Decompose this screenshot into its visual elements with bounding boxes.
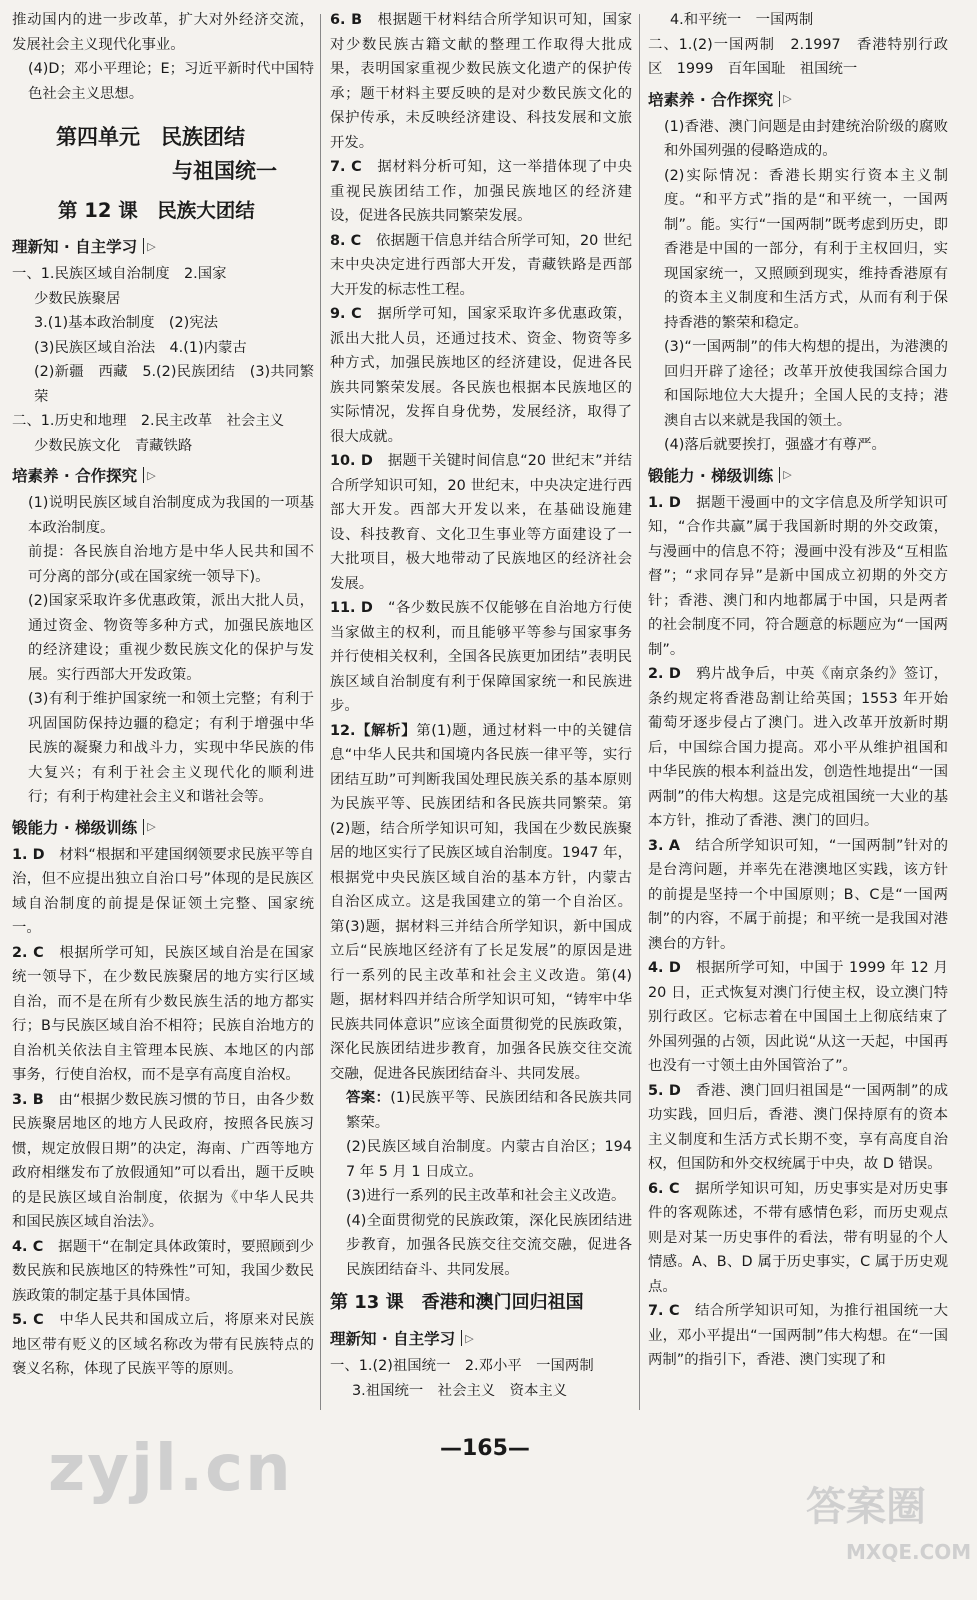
question-answer	[330, 302, 632, 449]
question-number: 5. C	[12, 1312, 44, 1328]
question-number: 7. C	[330, 159, 362, 175]
double-arrow-icon: ▷	[783, 92, 792, 105]
column-divider-left	[320, 14, 321, 1410]
question-answer	[648, 662, 948, 834]
question-number: 7. C	[648, 1303, 680, 1319]
paragraph: 前提：各民族自治地方是中华人民共和国不可分离的部分(或在国家统一领导下)。	[28, 544, 314, 585]
section-heading-practice	[648, 461, 948, 489]
question-answer	[12, 1235, 314, 1309]
answer-line: 二、1.历史和地理 2.民主改革 社会主义	[12, 413, 285, 429]
question-number: 9. C	[330, 306, 362, 322]
question-answer	[12, 1088, 314, 1235]
paragraph: 推动国内的进一步改革，扩大对外经济交流，发展社会主义现代化事业。	[12, 12, 314, 53]
question-answer	[12, 843, 314, 941]
unit-title-line-2: 与祖国统一	[172, 159, 277, 183]
section-heading-learn	[12, 232, 314, 260]
question-number: 2. C	[12, 944, 44, 961]
explanation: 根据所学可知，中国于 1999 年 12 月 20 日，正式恢复对澳门行使主权，设立澳门特别行政区。它标志着在中国国土上彻底结束了外国列强的占领，因此说“从这一天起，中国再也没有一寸领土由外国管治了”。	[648, 960, 948, 1074]
answer-line: 3.祖国统一 社会主义 资本主义	[352, 1382, 568, 1399]
explanation: 据题干关键时间信息“20 世纪末”并结合所学知识可知，20 世纪末，中央决定进行西部大开发。西部大开发以来，在基础设施建设、科技教育、文化卫生事业等方面建设了一大批项目，极大地带动了民族地区的经济社会发展。	[330, 453, 632, 592]
answer-line: 少数民族聚居	[34, 290, 121, 307]
explanation: 据题干“在制定具体政策时，要照顾到少数民族和民族地区的特殊性”可知，我国少数民族政策的制定基于具体国情。	[12, 1238, 314, 1304]
watermark-logo-right: 答案圈	[806, 1484, 926, 1530]
paragraph: (4)D；邓小平理论；E；习近平新时代中国特色社会主义思想。	[28, 61, 314, 102]
explanation: 根据题干材料结合所学知识可知，国家对少数民族古籍文献的整理工作取得大批成果，表明国家重视少数民族文化遗产的保护传承；题干材料主要反映的是对少数民族文化的保护传承，未反映经济建设、科技发展和文旅开发。	[330, 12, 632, 151]
section-heading-explore	[648, 85, 948, 113]
paragraph: (3)有利于维护国家统一和领土完整；有利于巩固国防保持边疆的稳定；有利于增强中华民族的凝聚力和战斗力，实现中华民族的伟大复兴；有利于社会主义现代化的顺利进行；有利于构建社会主义和谐社会等。	[28, 691, 314, 805]
double-arrow-icon: ▷	[147, 239, 156, 253]
explanation: 结合所学知识可知，为推行祖国统一大业，邓小平提出“一国两制”伟大构想。在“一国两制”的指引下，香港、澳门实现了和	[648, 1303, 948, 1368]
question-number: 11. D	[330, 600, 373, 616]
watermark-url-right: MXQE.COM	[846, 1540, 972, 1564]
section-heading-text: 培素养 · 合作探究	[12, 467, 138, 485]
explanation: 根据所学可知，民族区域自治是在国家统一领导下，在少数民族聚居的地方实行区域自治，而不是在所有少数民族生活的地方都实行；B与民族区域自治不相符；民族自治地方的自治机关依法自主管理本民族、本地区的内部事务，行使自治权，而不是享有高度自治权。	[12, 944, 314, 1083]
section-heading-text: 锻能力 · 梯级训练	[12, 818, 138, 837]
question-number: 4. D	[648, 960, 681, 976]
double-arrow-icon: ▷	[465, 1331, 474, 1345]
page-number: —165—	[440, 1436, 530, 1461]
question-answer	[648, 1177, 948, 1300]
answer-line: (3)民族区域自治法 4.(1)内蒙古	[34, 339, 247, 356]
question-answer	[648, 491, 948, 663]
answer-label: 答案：	[346, 1090, 391, 1106]
explanation: 第(1)题，通过材料一中的关键信息“中华人民共和国境内各民族一律平等，实行团结互助”可判断我国处理民族关系的基本原则为民族平等、民族团结和各民族共同繁荣。第(2)题，结合所学知识可知，我国在少数民族聚居的地区实行了民族区域自治制度。1947 年，根据党中央民族区域自治的基本方针，内蒙古自治区成立。这是我国建立的第一个自治区。第(3)题，据材料三并结合所学知识，新中国成立后“民族地区经济有了长足发展”的原因是进行一系列的民主改革和社会主义改造。第(4)题，据材料四并结合所学知识可知，“铸牢中华民族共同体意识”应该全面贯彻党的民族政策，深化民族团结进步教育，加强各民族交往交流交融，促进各民族团结奋斗、共同发展。	[330, 722, 632, 1082]
double-arrow-icon: ▷	[783, 468, 792, 481]
question-answer	[12, 941, 314, 1088]
question-answer	[330, 8, 632, 155]
paragraph: (3)“一国两制”的伟大构想的提出，为港澳的回归开辟了途径；改革开放使我国综合国力和国际地位大大提升；全国人民的支持；港澳自古以来就是我国的领土。	[664, 339, 948, 429]
paragraph: (2)实际情况：香港长期实行资本主义制度。“和平方式”指的是“和平统一，一国两制”。能。实行“一国两制”既考虑到历史，即香港是中国的一部分，有利于主权回归，实现国家统一，又照顾到现实，维持香港原有的资本主义制度和生活方式，从而有利于保持香港的繁荣和稳定。	[664, 167, 948, 331]
question-number: 2. D	[648, 666, 681, 682]
divider-bar	[143, 238, 144, 254]
explanation: 依据题干信息并结合所学可知，20 世纪末中央决定进行西部大开发，青藏铁路是西部大开发的标志性工程。	[330, 232, 632, 298]
explanation: “各少数民族不仅能够在自治地方行使当家做主的权利，而且能够平等参与国家事务并行使相关权利，全国各民族更加团结”表明民族区域自治制度有利于保障国家统一和民族进步。	[330, 600, 632, 714]
double-arrow-icon: ▷	[147, 468, 156, 482]
explanation: 结合所学知识可知，“一国两制”针对的是台湾问题，并率先在港澳地区实践，该方针的前提是坚持一个中国原则；B、C是“一国两制”的内容，不属于前提；和平统一是我国对港澳台的方针。	[648, 837, 948, 952]
question-answer	[648, 1079, 948, 1177]
explanation: 香港、澳门回归祖国是“一国两制”的成功实践，回归后，香港、澳门保持原有的资本主义制度和生活方式长期不变，享有高度自治权，但国防和外交权统属于中央，故 D 错误。	[648, 1082, 948, 1172]
section-heading-text: 锻能力 · 梯级训练	[648, 466, 774, 485]
unit-title-line-1: 第四单元 民族团结	[56, 125, 245, 149]
explanation: 据题干漫画中的文字信息及所学知识可知，“合作共赢”属于我国新时期的外交政策，与漫画中的信息不符；漫画中没有涉及“互相监督”；“求同存异”是新中国成立初期的外交方针；香港、澳门和内地都属于中国，只是两者的社会制度不同，符合题意的标题应为“一国两制”。	[648, 494, 948, 658]
lesson-12-title: 第 12 课 民族大团结	[58, 199, 255, 222]
question-answer	[330, 155, 632, 229]
paragraph: (2)国家采取许多优惠政策，派出大批人员，通过资金、物资等多种方式，加强民族地区的经济建设；重视少数民族文化的保护与发展。实行西部大开发政策。	[28, 593, 314, 683]
explanation: 据所学知识可知，历史事实是对历史事件的客观陈述，不带有感情色彩，而历史观点则是对某一历史事件的看法，带有明显的个人情感。A、B、D 属于历史事实，C 属于历史观点。	[648, 1180, 948, 1295]
column-divider-right	[639, 14, 640, 1410]
divider-bar	[779, 467, 780, 483]
answer-line: (2)民族区域自治制度。内蒙古自治区；1947 年 5 月 1 日成立。	[346, 1139, 632, 1180]
answer-line: (2)新疆 西藏 5.(2)民族团结 (3)共同繁荣	[34, 364, 314, 405]
explanation: 材料“根据和平建国纲领要求民族平等自治，但不应提出独立自治口号”体现的是民族区域自治制度的前提是保证领土完整、国家统一。	[12, 846, 314, 936]
question-number: 1. D	[648, 494, 681, 511]
answer-line: (3)进行一系列的民主改革和社会主义改造。	[346, 1188, 626, 1204]
section-heading-learn	[330, 1324, 632, 1352]
paragraph: (4)落后就要挨打，强盛才有尊严。	[664, 437, 886, 453]
section-heading-text: 理新知 · 自主学习	[330, 1330, 456, 1348]
question-number: 4. C	[12, 1238, 44, 1255]
section-heading-explore	[12, 461, 314, 489]
question-number: 1. D	[12, 846, 45, 863]
answer-line: 少数民族文化 青藏铁路	[34, 437, 193, 454]
question-number: 6. C	[648, 1180, 680, 1197]
column-middle	[330, 8, 632, 1403]
question-number: 6. B	[330, 12, 363, 28]
question-answer	[330, 449, 632, 596]
explanation: 据材料分析可知，这一举措体现了中央重视民族团结工作，加强民族地区的经济建设，促进各民族共同繁荣发展。	[330, 159, 632, 224]
column-right	[648, 8, 948, 1373]
watermark-logo-left: zyjl.cn	[48, 1432, 293, 1506]
question-number: 3. A	[648, 837, 681, 854]
question-answer	[648, 956, 948, 1079]
explanation: 中华人民共和国成立后，将原来对民族地区带有贬义的区域名称改为带有民族特点的褒义名称，体现了民族平等的原则。	[12, 1312, 314, 1377]
explanation: 鸦片战争后，中英《南京条约》签订，条约规定将香港岛割让给英国；1553 年开始葡萄牙逐步侵占了澳门。进入改革开放新时期后，中国综合国力提高。邓小平从维护祖国和中华民族的根本利益出发，创造性地提出“一国两制”的伟大构想。这是完成祖国统一大业的基本方针，推动了香港、澳门的回归。	[648, 666, 948, 829]
paragraph: (1)香港、澳门问题是由封建统治阶级的腐败和外国列强的侵略造成的。	[664, 118, 948, 159]
divider-bar	[461, 1330, 462, 1346]
question-answer	[330, 719, 632, 1087]
answer-line: 一、1.民族区域自治制度 2.国家	[12, 266, 227, 282]
question-number: 12.【解析】	[330, 722, 417, 739]
double-arrow-icon: ▷	[147, 820, 156, 833]
explanation: 由“根据少数民族习惯的节日，由各少数民族聚居地区的地方人民政府，按照各民族习惯，规定放假日期”的决定，海南、广西等地方政府相继发布了放假通知”可以看出，题干反映的是民族区域自治制度，依据为《中华人民共和国民族区域自治法》。	[12, 1091, 314, 1230]
question-answer	[648, 834, 948, 957]
answer-line: 4.和平统一 一国两制	[670, 12, 814, 28]
question-number: 8. C	[330, 232, 362, 249]
section-heading-text: 理新知 · 自主学习	[12, 238, 138, 256]
section-heading-text: 培素养 · 合作探究	[648, 90, 774, 109]
question-answer	[648, 1299, 948, 1373]
divider-bar	[779, 91, 780, 107]
explanation: 据所学可知，国家采取许多优惠政策，派出大批人员，还通过技术、资金、物资等多种方式，加强民族地区的经济建设，促进各民族共同繁荣发展。各民族也根据本民族地区的实际情况，发挥自身优势，发展经济，取得了很大成就。	[330, 306, 632, 445]
answer-line: 二、1.(2)一国两制 2.1997 香港特别行政区 1999 百年国耻 祖国统一	[648, 36, 948, 77]
answer-line: 3.(1)基本政治制度 (2)宪法	[34, 315, 219, 331]
question-answer	[330, 596, 632, 719]
question-number: 10. D	[330, 453, 373, 469]
divider-bar	[143, 467, 144, 483]
divider-bar	[143, 819, 144, 835]
answer-line: (1)民族平等、民族团结和各民族共同繁荣。	[346, 1090, 632, 1131]
lesson-13-title: 第 13 课 香港和澳门回归祖国	[330, 1292, 584, 1313]
answer-block	[330, 1086, 632, 1135]
question-number: 5. D	[648, 1082, 681, 1099]
answer-line: 一、1.(2)祖国统一 2.邓小平 一国两制	[330, 1358, 594, 1374]
answer-line: (4)全面贯彻党的民族政策，深化民族团结进步教育，加强各民族交往交流交融，促进各民族团结奋斗、共同发展。	[346, 1212, 632, 1278]
section-heading-practice	[12, 813, 314, 841]
question-answer	[12, 1308, 314, 1382]
question-number: 3. B	[12, 1091, 44, 1108]
question-answer	[330, 229, 632, 303]
column-left	[12, 8, 314, 1382]
paragraph: (1)说明民族区域自治制度成为我国的一项基本政治制度。	[28, 495, 314, 536]
